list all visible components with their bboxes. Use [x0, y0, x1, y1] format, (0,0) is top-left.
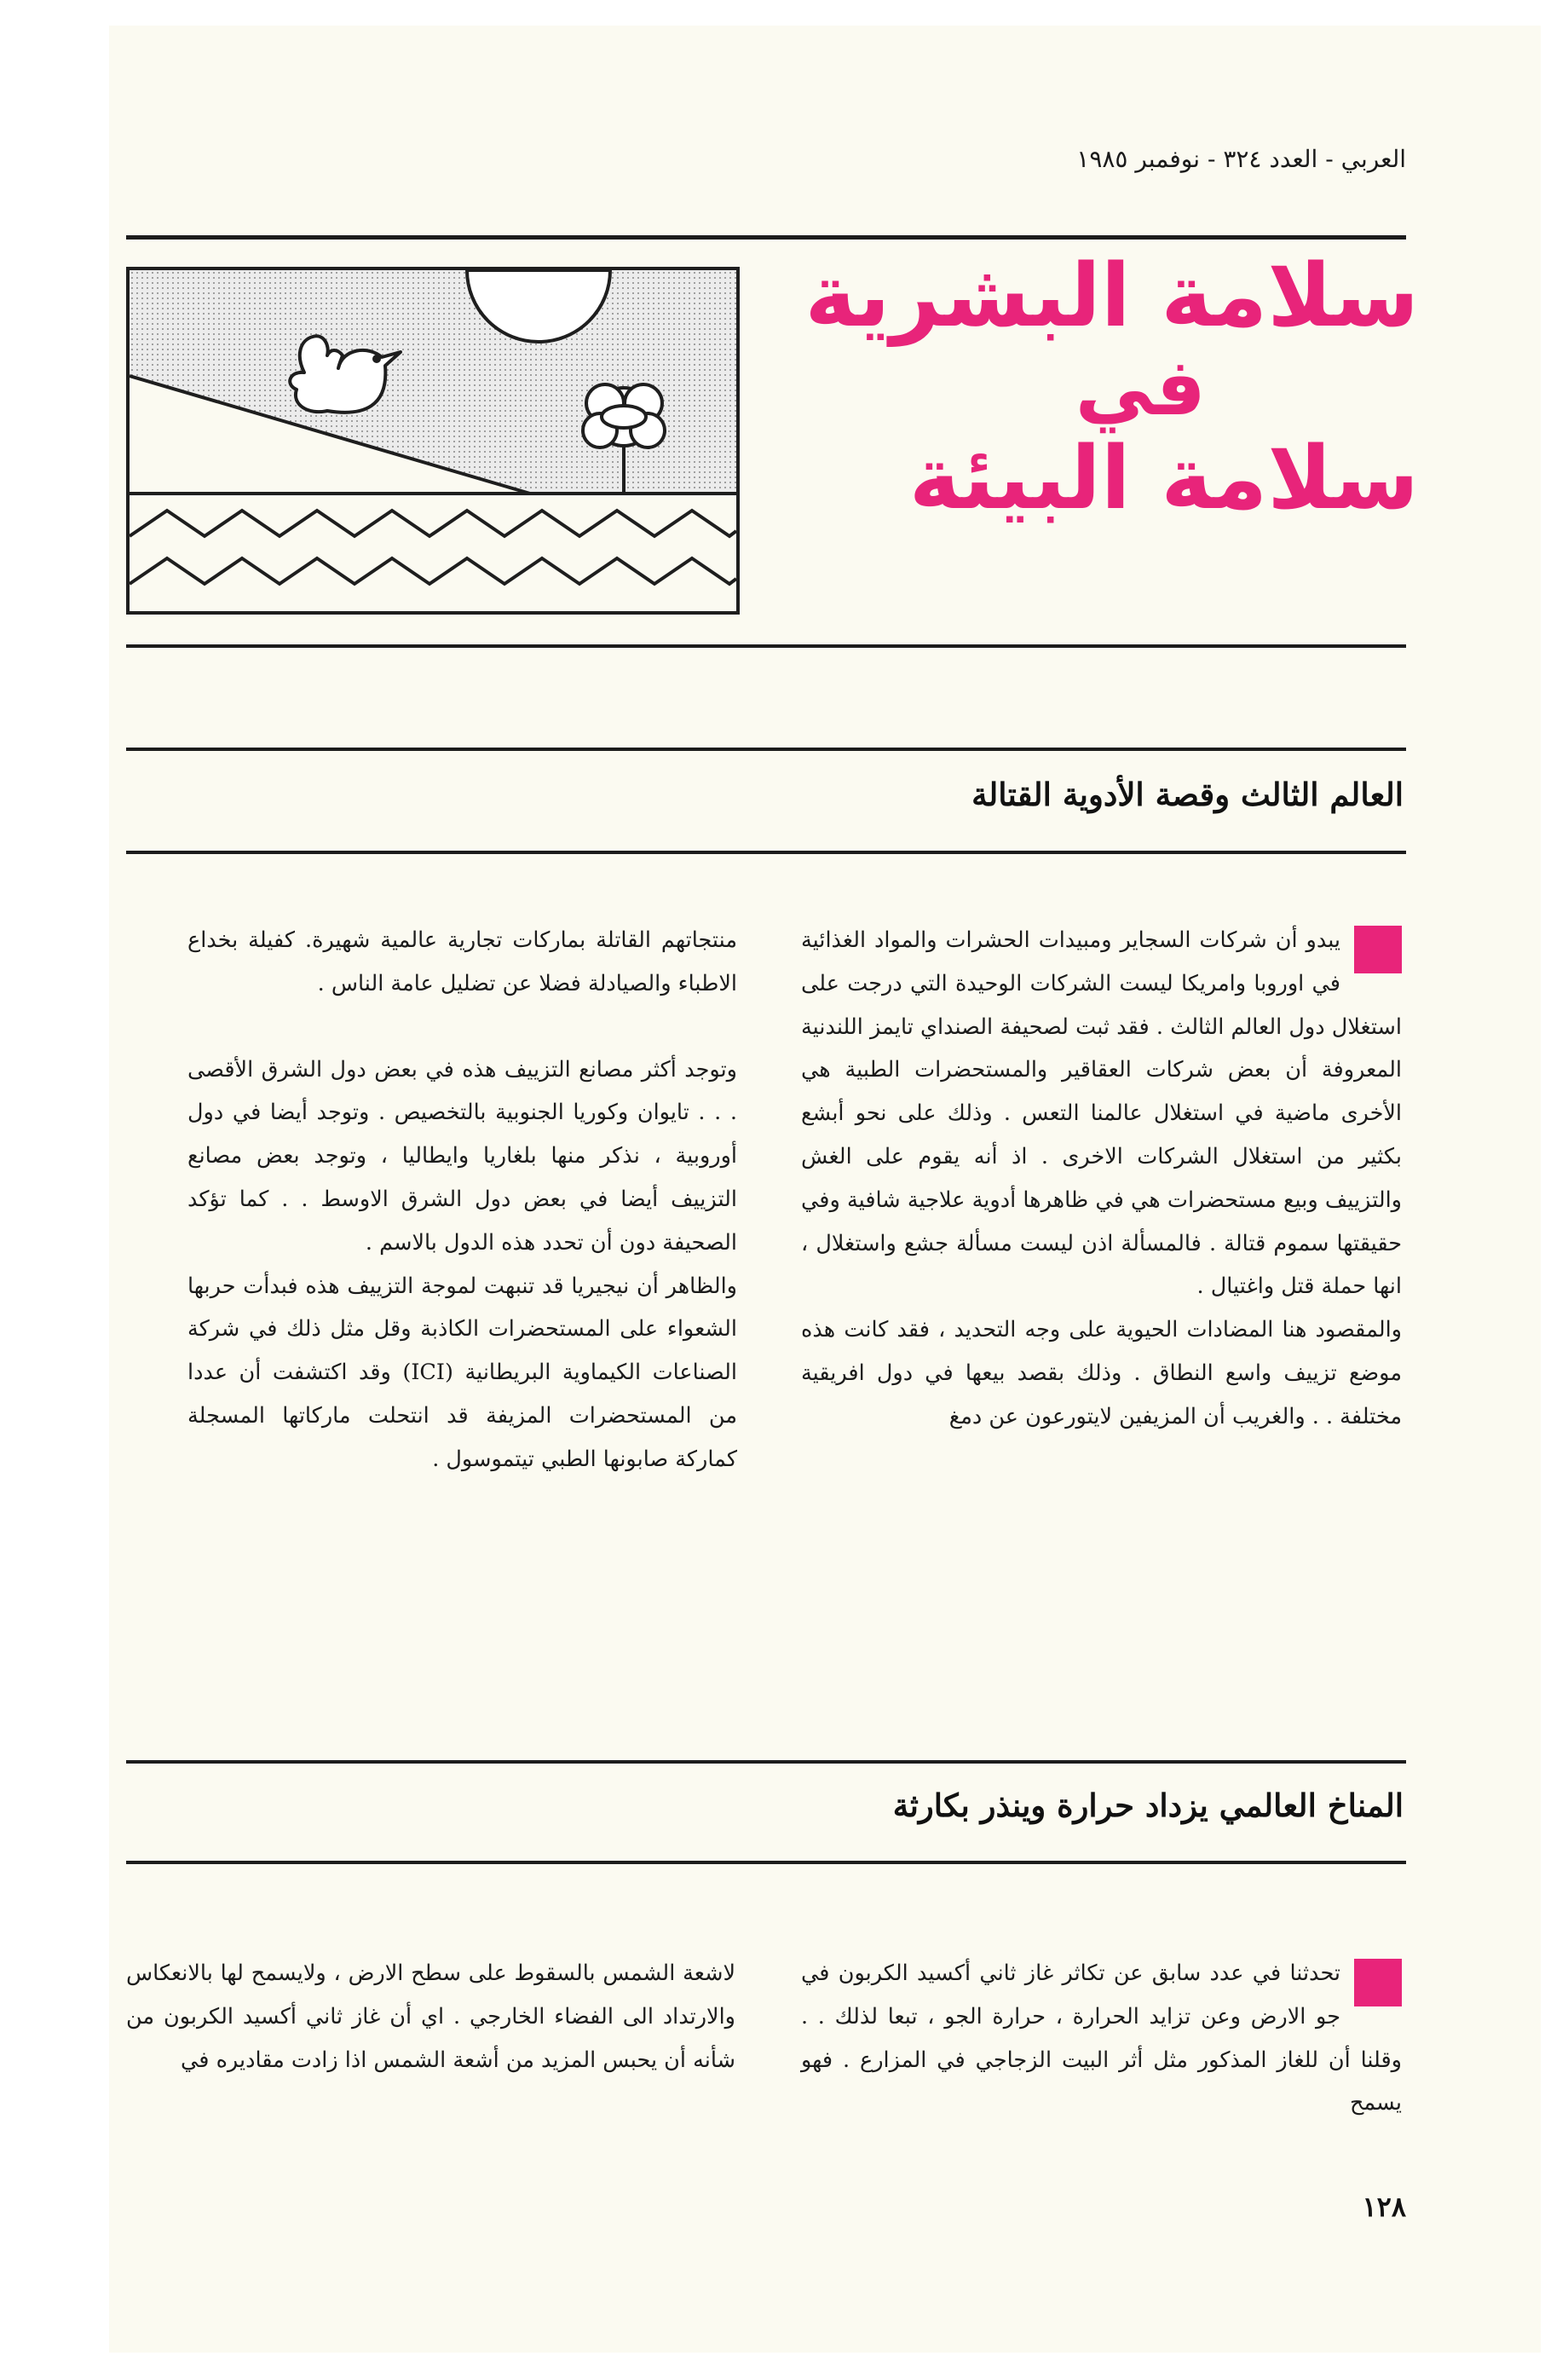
section2-left-column: [126, 1952, 735, 2081]
section1-left-column: [187, 919, 737, 1481]
section1-heading: العالم الثالث وقصة الأدوية القتالة: [971, 776, 1404, 813]
section1-left-paragraph: وتوجد أكثر مصانع التزييف هذه في بعض دول الشرق الأقصى . . . تايوان وكوريا الجنوبية بالتخصيص . وتوجد أيضا في دول أوروبية ، نذكر منها بلغاريا وايطاليا ، وتوجد بعض مصانع التزييف أيضا في بعض دول الشرق الاوسط . . كما تؤكد الصحيفة دون أن تحدد هذه الدول بالاسم .: [187, 1056, 737, 1256]
section2-left-paragraph: لاشعة الشمس بالسقوط على سطح الارض ، ولايسمح لها بالانعكاس والارتداد الى الفضاء الخارجي . اي أن غاز ثاني أكسيد الكربون من شأنه أن يحبس المزيد من أشعة الشمس اذا زادت مقاديره في: [126, 1960, 735, 2073]
section2-bottom-rule: [126, 1861, 1406, 1864]
section1-right-column: [801, 919, 1402, 1439]
section2-right-column: [801, 1952, 1402, 2125]
title-line-2: في: [1075, 342, 1206, 433]
water-band: [130, 496, 736, 611]
title-illustration: [126, 267, 740, 615]
top-rule: [126, 235, 1406, 240]
bird-icon: [290, 336, 401, 413]
title-line-3: سلامة البيئة: [908, 428, 1419, 529]
section1-left-paragraph: منتجاتهم القاتلة بماركات تجارية عالمية شهيرة. كفيلة بخداع الاطباء والصيادلة فضلا عن تضليل عامة الناس .: [187, 927, 737, 996]
section2-heading: المناخ العالمي يزداد حرارة وينذر بكارثة: [892, 1787, 1404, 1824]
section2-top-rule: [126, 1760, 1406, 1764]
page-number: ١٢٨: [1362, 2191, 1406, 2223]
sun-icon: [467, 270, 610, 342]
flower-icon: [583, 384, 665, 494]
running-head: العربي - العدد ٣٢٤ - نوفمبر ١٩٨٥: [1076, 145, 1406, 173]
section2-right-paragraph: تحدثنا في عدد سابق عن تكاثر غاز ثاني أكسيد الكربون في جو الارض وعن تزايد الحرارة ، حرارة الجو ، تبعا لذلك . . وقلنا أن للغاز المذكور مثل أثر البيت الزجاجي في المزارع . فهو يسمح: [801, 1960, 1402, 2116]
section1-top-rule: [126, 748, 1406, 751]
paragraph-marker: [1354, 1959, 1402, 2006]
section1-left-paragraph: والظاهر أن نيجيريا قد تنبهت لموجة التزييف هذه فبدأت حربها الشعواء على المستحضرات الكاذبة وقل مثل ذلك في شركة الصناعات الكيماوية البريطانية (ICI) وقد اكتشفت أن عددا من المستحضرات المزيفة قد انتحلت ماركاتها المسجلة كماركة صابونها الطبي تيتموسول .: [187, 1273, 738, 1472]
section1-bottom-rule: [126, 851, 1406, 854]
article-title: [771, 247, 1419, 528]
title-line-1: سلامة البشرية: [804, 245, 1419, 347]
title-bottom-rule: [126, 644, 1406, 648]
paragraph-marker: [1354, 926, 1402, 973]
section1-right-paragraph: والمقصود هنا المضادات الحيوية على وجه التحديد ، فقد كانت هذه موضع تزييف واسع النطاق . وذلك بقصد بيعها في دول افريقية مختلفة . . والغريب أن المزيفين لايتورعون عن دمغ: [801, 1317, 1402, 1429]
section1-right-paragraph: يبدو أن شركات السجاير ومبيدات الحشرات والمواد الغذائية في اوروبا وامريكا ليست الشركات الوحيدة التي درجت على استغلال دول العالم الثالث . فقد ثبت لصحيفة الصنداي تايمز اللندنية المعروفة أن بعض شركات العقاقير والمستحضرات الطبية هي الأخرى ماضية في استغلال عالمنا التعس . وذلك على نحو أبشع بكثير من استغلال الشركات الاخرى . اذ أنه يقوم على الغش والتزييف وبيع مستحضرات هي في ظاهرها أدوية علاجية شافية وفي حقيقتها سموم قتالة . فالمسألة اذن ليست مسألة جشع واستغلال ، انها حملة قتل واغتيال .: [801, 927, 1402, 1300]
landscape-drawing: [130, 270, 736, 611]
